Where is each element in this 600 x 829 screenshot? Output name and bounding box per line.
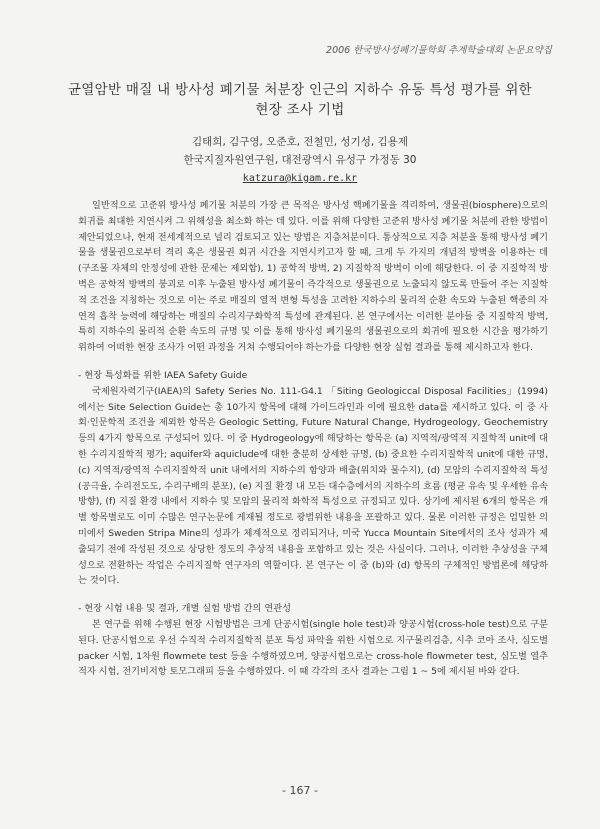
author-email[interactable]: katzura@kigam.re.kr [242, 173, 358, 184]
author-names: 김태희, 김구영, 오준호, 전철민, 성기성, 김용제 [192, 136, 408, 148]
section-iaea [78, 368, 548, 589]
section-field-tests [78, 601, 548, 680]
affiliation: 한국지질자원연구원, 대전광역시 유성구 가정동 30 [183, 154, 417, 166]
title-line-2: 현장 조사 기법 [255, 102, 345, 118]
section-paragraph: 국제원자력기구(IAEA)의 Safety Series No. 111-G4.1 「Siting Geologiccal Disposal Facilities」(1994) 에서는 Site Selection Guide는 총 10가지 항목에 대해 가이드라인과 이에 필요한 data를 제시하고 있다. 이 중 사회·인문학적 조건을 제외한 항목은 Geologic Setting, Future Natural Change, Hydrogeology, Geochemistry 등의 4가지 항목으로 구성되어 있다. 이 중 Hydrogeology에 해당하는 항목은 (a) 지역적/광역적 지질학적 unit에 대한 수리지질학적 평가; aquifer와 aquiclude에 대한 충분히 상세한 규명, (b) 중요한 수리지질학적 unit에 대한 규명, (c) 지역적/광역적 수리지질학적 unit 내에서의 지하수의 함양과 배출(위치와 물수지), (d) 모암의 수리지질학적 특성(공극율, 수리전도도, 수리구배의 분포), (e) 지질 환경 내 모든 대수층에서의 지하수의 흐름 (평균 유속 및 우세한 유속 방향), (f) 지질 환경 내에서 지하수 및 모암의 물리적 화학적 특성으로 규정되고 있다. 상기에 제시된 6개의 항목은 개별 항목별로도 이미 수많은 연구논문에 게재될 정도로 광범위한 내용을 포괄하고 있다. 물론 이러한 규정은 엄밀한 의미에서 Sweden Stripa Mine의 성과가 체계적으로 정리되거나, 미국 Yucca Mountain Site에서의 조사 성과가 제출되기 전에 작성된 것으로 상당한 정도의 추상적 내용을 포함하고 있는 것은 사실이다. 그러나, 이러한 추상성을 구체성으로 전환하는 작업은 수리지질학 연구자의 역할이다. 본 연구는 이 중 (b)와 (d) 항목의 구체적인 방법론에 해당하는 것이다. [78, 385, 548, 587]
section-paragraph: 본 연구를 위해 수행된 현장 시험방법은 크게 단공시험(single hole test)과 양공시험(cross-hole test)으로 구분된다. 단공시험으로 우선 수직적 수리지질학적 분포 특성 파악을 위한 시험으로 지구물리검층, 시추 코아 조사, 심도별 packer 시험, 1차원 flowmete test 등을 수행하였으며, 양공시험으로는 cross-hole flowmeter test, 심도별 열추적자 시험, 전기비저항 토모그래피 등을 수행하였다. 이 때 각각의 조사 결과는 그림 1 ~ 5에 제시된 바와 같다. [78, 618, 548, 678]
paper-title [60, 80, 540, 120]
abstract-paragraph: 일반적으로 고준위 방사성 폐기물 처분의 가장 큰 목적은 방사성 핵폐기물을 격리하여, 생물권(biosphere)으로의 회귀를 최대한 지연시켜 그 위해성을 최소화 하는 데 있다. 이를 위해 다양한 고준위 방사성 폐기물 처분에 관한 방법이 제안되었으나, 현재 전세계적으로 널리 검토되고 있는 방법은 지층처분이다. 통상적으로 지층 처분을 통해 방사성 폐기물을 생물권으로부터 격리 혹은 생물권 회귀 시간을 지연시키고자 할 때, 크게 두 가지의 개념적 방벽을 이용하는 데(구조물 자체의 안정성에 관한 문제는 제외함), 1) 공학적 방벽, 2) 지질학적 방벽이 이에 해당한다. 이 중 지질학적 방벽은 공학적 방벽의 붕괴로 이후 누출된 방사성 폐기물이 즉각적으로 생물권으로 노출되지 않도록 만들어 주는 지질학적 조건을 지칭하는 것으로 이는 주로 매질의 열적 변형 특성을 고려한 지하수의 물리적 순환 속도와 누출된 핵종의 자연적 흡착 능력에 해당하는 매질의 수리지구화학적 특성에 관계된다. 본 연구에서는 이러한 분야들 중 지질학적 방벽, 특히 지하수의 물리적 순환 속도의 규명 및 이를 통해 방사성 폐기물의 생물권으로의 회귀에 필요한 시간을 평가하기 위하여 어떠한 현장 조사가 어떤 과정을 거쳐 수행되어야 하는가를 다양한 현장 실험 결과를 통해 제시하고자 한다. [78, 200, 548, 354]
paper-body [78, 198, 548, 680]
section-heading: - 현장 시험 내용 및 결과, 개별 실험 방법 간의 연관성 [78, 603, 291, 615]
page-number: - 167 - [282, 784, 318, 797]
conference-header: 2006 한국방사성폐기물학회 추계학술대회 논문요약집 [326, 45, 552, 56]
section-heading: - 현장 특성화를 위한 IAEA Safety Guide [78, 369, 248, 381]
author-block [0, 133, 600, 188]
title-line-1: 균열암반 매질 내 방사성 폐기물 처분장 인근의 지하수 유동 특성 평가를 위한 [67, 82, 533, 98]
